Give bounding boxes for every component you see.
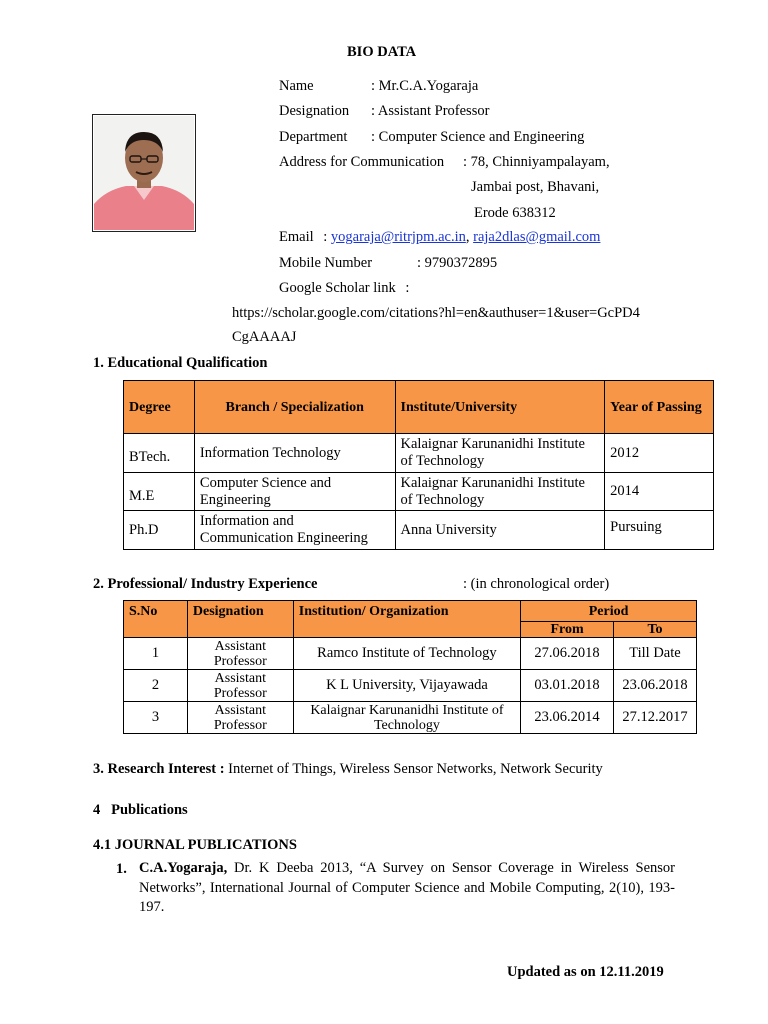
education-institute: Anna University bbox=[395, 511, 605, 550]
experience-institution: K L University, Vijayawada bbox=[293, 670, 520, 702]
experience-from: 23.06.2014 bbox=[521, 702, 614, 734]
department-label: Department bbox=[279, 129, 348, 145]
experience-to: 23.06.2018 bbox=[614, 670, 697, 702]
publications-heading: 4 Publications bbox=[93, 802, 188, 818]
experience-header-row bbox=[124, 601, 697, 622]
scholar-url-line-2[interactable]: CgAAAAJ bbox=[232, 329, 297, 345]
experience-designation: Assistant Professor bbox=[187, 702, 293, 734]
education-degree: M.E bbox=[124, 473, 195, 511]
email-link-primary[interactable]: yogaraja@ritrjpm.ac.in bbox=[330, 229, 466, 245]
education-branch: Information and Communication Engineering bbox=[194, 511, 395, 550]
research-label: 3. Research Interest : bbox=[93, 761, 225, 777]
education-header-branch: Branch / Specialization bbox=[194, 381, 395, 434]
publication-number: 1. bbox=[116, 861, 127, 877]
address-line-3: Erode 638312 bbox=[474, 205, 556, 221]
education-institute: Kalaignar Karunanidhi Institute of Technology bbox=[395, 473, 605, 511]
publication-author: C.A.Yogaraja, bbox=[139, 860, 228, 876]
email-colon: : bbox=[323, 229, 328, 245]
email-label: Email bbox=[279, 229, 314, 245]
education-degree: BTech. bbox=[124, 434, 195, 473]
table-row bbox=[124, 473, 714, 511]
journal-publications-heading: 4.1 JOURNAL PUBLICATIONS bbox=[93, 837, 297, 853]
experience-institution: Kalaignar Karunanidhi Institute of Technology bbox=[293, 702, 520, 734]
research-value: Internet of Things, Wireless Sensor Networks, Network Security bbox=[224, 761, 603, 777]
experience-sno: 2 bbox=[124, 670, 188, 702]
education-year: 2012 bbox=[605, 434, 714, 473]
experience-from: 03.01.2018 bbox=[521, 670, 614, 702]
scholar-url-line-1[interactable]: https://scholar.google.com/citations?hl=en&authuser=1&user=GcPD4 bbox=[232, 305, 640, 321]
experience-designation: Assistant Professor bbox=[187, 638, 293, 670]
address-label: Address for Communication bbox=[279, 154, 445, 170]
table-row bbox=[124, 434, 714, 473]
email-row bbox=[279, 229, 600, 246]
education-year: Pursuing bbox=[605, 511, 714, 550]
education-year: 2014 bbox=[605, 473, 714, 511]
experience-header-from: From bbox=[521, 622, 614, 638]
publication-entry bbox=[139, 859, 675, 918]
table-row bbox=[124, 638, 697, 670]
designation-value: : Assistant Professor bbox=[371, 103, 490, 119]
scholar-label-row bbox=[279, 280, 409, 297]
scholar-colon: : bbox=[405, 280, 410, 296]
designation-label: Designation bbox=[279, 103, 350, 119]
education-table bbox=[123, 380, 714, 550]
experience-from: 27.06.2018 bbox=[521, 638, 614, 670]
experience-table bbox=[123, 600, 697, 734]
experience-sno: 1 bbox=[124, 638, 188, 670]
education-header-institute: Institute/University bbox=[395, 381, 605, 434]
department-value: : Computer Science and Engineering bbox=[371, 129, 585, 145]
scholar-label: Google Scholar link bbox=[279, 280, 396, 296]
page-title: BIO DATA bbox=[347, 44, 417, 60]
mobile-label: Mobile Number bbox=[279, 255, 373, 271]
education-degree: Ph.D bbox=[124, 511, 195, 550]
email-separator: , bbox=[465, 229, 470, 245]
name-value: : Mr.C.A.Yogaraja bbox=[371, 78, 479, 94]
table-row bbox=[124, 702, 697, 734]
experience-note: : (in chronological order) bbox=[463, 576, 610, 592]
education-institute: Kalaignar Karunanidhi Institute of Technology bbox=[395, 434, 605, 473]
table-row bbox=[124, 511, 714, 550]
publication-details: Dr. K Deeba 2013, “A Survey on Sensor Coverage in Wireless Sensor Networks”, International Journal of Computer Science and Mobile Computing, 2(10), 193-197. bbox=[139, 860, 675, 915]
experience-to: 27.12.2017 bbox=[614, 702, 697, 734]
experience-to: Till Date bbox=[614, 638, 697, 670]
mobile-value: : 9790372895 bbox=[417, 255, 498, 271]
education-heading: 1. Educational Qualification bbox=[93, 355, 268, 371]
experience-header-period: Period bbox=[521, 601, 697, 622]
experience-header-institution: Institution/ Organization bbox=[293, 601, 520, 638]
education-header-year: Year of Passing bbox=[605, 381, 714, 434]
updated-date: Updated as on 12.11.2019 bbox=[507, 964, 664, 980]
address-line-1: : 78, Chinniyampalayam, bbox=[463, 154, 610, 170]
experience-designation: Assistant Professor bbox=[187, 670, 293, 702]
profile-photo bbox=[92, 114, 196, 232]
education-branch: Computer Science and Engineering bbox=[194, 473, 395, 511]
experience-header-sno: S.No bbox=[124, 601, 188, 638]
name-label: Name bbox=[279, 78, 314, 94]
experience-heading: 2. Professional/ Industry Experience bbox=[93, 576, 318, 592]
experience-sno: 3 bbox=[124, 702, 188, 734]
table-row bbox=[124, 670, 697, 702]
education-branch: Information Technology bbox=[194, 434, 395, 473]
email-link-secondary[interactable]: raja2dlas@gmail.com bbox=[473, 229, 601, 245]
education-header-degree: Degree bbox=[124, 381, 195, 434]
education-header-row bbox=[124, 381, 714, 434]
experience-institution: Ramco Institute of Technology bbox=[293, 638, 520, 670]
experience-header-to: To bbox=[614, 622, 697, 638]
address-line-2: Jambai post, Bhavani, bbox=[471, 179, 600, 195]
experience-header-designation: Designation bbox=[187, 601, 293, 638]
research-interest bbox=[93, 761, 603, 778]
